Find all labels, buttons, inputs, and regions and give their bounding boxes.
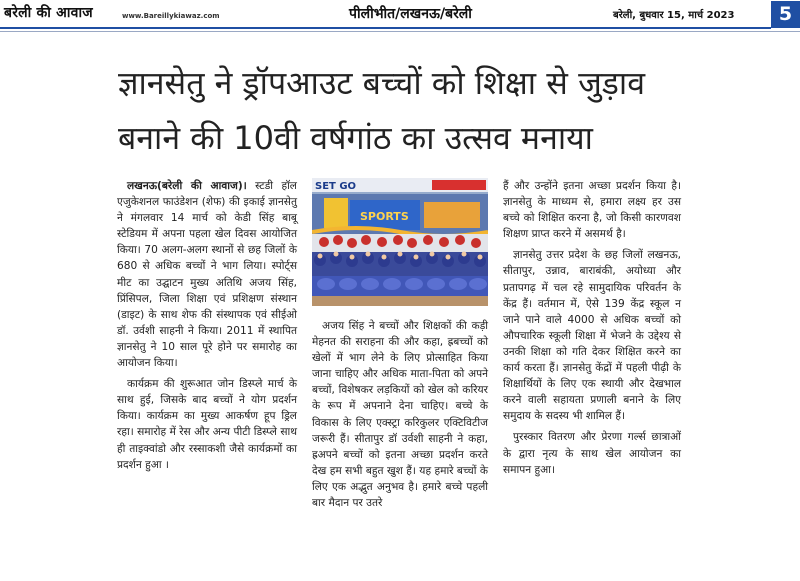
- date-line: बरेली, बुधवार 15, मार्च 2023: [613, 10, 735, 21]
- article-paragraph: कार्यक्रम की शुरूआत जोन डिस्प्ले मार्च के साथ हुई, जिसके बाद बच्चों ने योग प्रदर्शन किया। कार्यक्रम का मुख्य आकर्षण हूप ड्रिल रहा। समारोह में रेस और अन्य पीटी डिस्प्ले साथ ही ताइक्वांडो और रस्साकशी जैसे कार्यक्रमों का प्रदर्शन हुआ ।: [117, 378, 297, 471]
- stage-sign-text: SPORTS: [360, 210, 409, 223]
- page-number-badge: 5: [771, 1, 800, 28]
- masthead-rule-thin: [0, 31, 800, 32]
- article-paragraph: [117, 178, 297, 371]
- event-photo: [312, 178, 488, 306]
- masthead-rule: [0, 27, 771, 29]
- article-column-1: [117, 178, 297, 473]
- paragraph-text: स्टडी हॉल एजुकेशनल फाउंडेशन (शेफ) की इकाई ज्ञानसेतु ने मंगलवार 14 मार्च को केडी सिंह बाबू स्टेडियम में अपना पहला खेल दिवस आयोजित किया। 70 अलग-अलग स्थानों से छह जिलों के 680 से अधिक बच्चों ने भाग लिया। स्पोर्ट्स मीट का उद्घाटन मुख्य अतिथि अजय सिंह, प्रिंसिपल, जिला शिक्षा एवं प्रशिक्षण संस्थान (डाइट) के साथ शेफ की संस्थापक एवं सीईओ डॉ. उर्वशी साहनी ने किया। 2011 में स्थापित ज्ञानसेतु ने 10 साल पूरे होने पर समारोह का आयोजन किया।: [117, 180, 297, 370]
- headline-line-1: ज्ञानसेतु ने ड्रॉपआउट बच्चों को शिक्षा से जुड़ाव: [118, 64, 646, 102]
- paper-name: बरेली की आवाज: [4, 5, 93, 21]
- website-url: www.Bareillykiawaz.com: [122, 12, 220, 20]
- article-paragraph: ज्ञानसेतु उत्तर प्रदेश के छह जिलों लखनऊ, सीतापुर, उन्नाव, बाराबंकी, अयोध्या और प्रतापगढ़ में चल रहे सामुदायिक परिवर्तन के केंद्र हैं। वर्तमान में, ऐसे 139 केंद्र स्कूल न जाने पाने वाले 4000 से अधिक बच्चों को औपचारिक स्कूली शिक्षा में भेजने के उद्देश्य से उनकी शिक्षा को गति देकर शिक्षित करने का कार्य करता हैं। ज्ञानसेतु केंद्रों में पहली पीढ़ी के शिक्षार्थियों के लिए एक स्थायी और देखभाल करने वाली सहायता प्रणाली बनाने के लिए समुदाय के सदस्य भी शामिल हैं।: [503, 249, 681, 423]
- banner-text: SET GO: [315, 181, 357, 192]
- article-paragraph: अजय सिंह ने बच्चों और शिक्षकों की कड़ी मेहनत की सराहना की और कहा, ह्रबच्चों को खेलों में भाग लेने के लिए प्रोत्साहित किया जाना चाहिए और अधिक माता-पिता को अपने बच्चों, विशेषकर लड़कियों को खेल को करियर के रूप में अपनाने देना चाहिए। बच्चे के विकास के लिए एक्स्ट्रा करिकुलर एक्टिविटीज जरूरी हैं। सीतापुर डॉ उर्वशी साहनी ने कहा, ह्रअपने बच्चों को इतना अच्छा प्रदर्शन करते देख हम सभी बहुत खुश हैं। यह हमारे बच्चों के लिए एक अद्भुत अनुभव है। हमारे बच्चे पहली बार मैदान पर उतरे: [312, 320, 488, 510]
- article-paragraph: हैं और उन्होंने इतना अच्छा प्रदर्शन किया है। ज्ञानसेतु के माध्यम से, हमारा लक्ष्य हर उस बच्चे को शिक्षित करना है, जो किसी कारणवश शिक्षण प्राप्त करने में असमर्थ है।: [503, 180, 681, 241]
- article-column-2: [312, 318, 488, 511]
- headline: [118, 56, 718, 166]
- article-column-3: [503, 178, 681, 478]
- dateline: लखनऊ(बरेली की आवाज)।: [127, 180, 247, 192]
- edition-label: पीलीभीत/लखनऊ/बरेली: [349, 6, 472, 22]
- headline-line-2: बनाने की 10वी वर्षगांठ का उत्सव मनाया: [118, 119, 593, 157]
- article-paragraph: पुरस्कार वितरण और प्रेरणा गर्ल्स छात्राओं के द्वारा नृत्य के साथ खेल आयोजन का समापन हुआ।: [503, 431, 681, 476]
- event-photo-illustration: [312, 178, 488, 306]
